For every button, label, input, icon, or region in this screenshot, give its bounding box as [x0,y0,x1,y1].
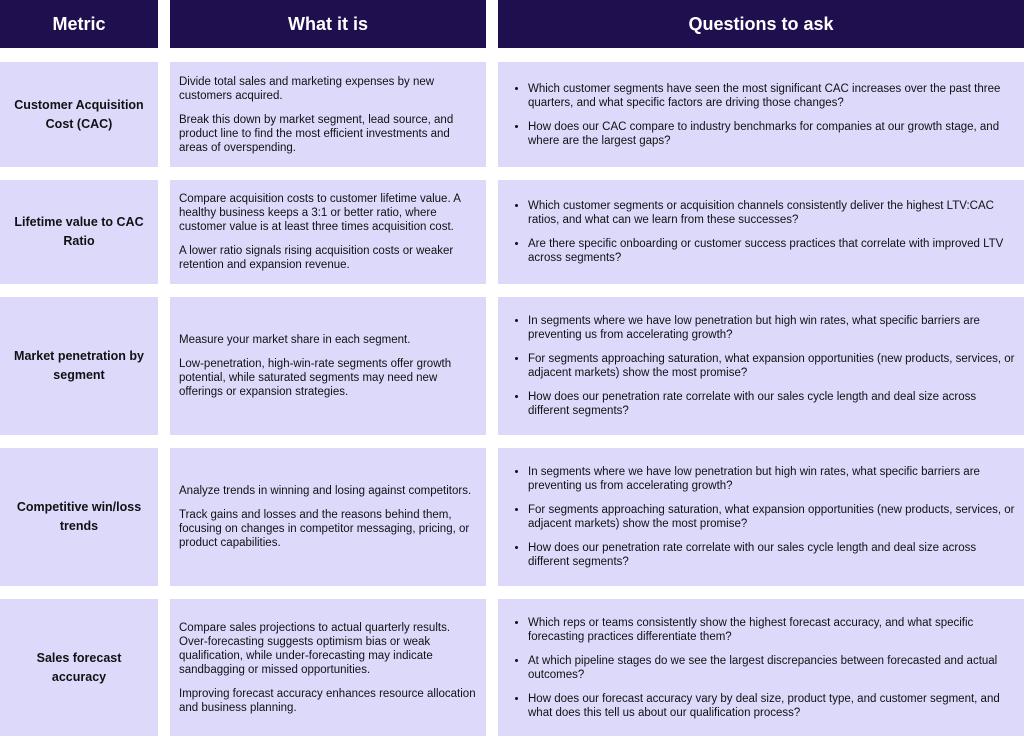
questions-cell [498,62,1024,167]
description-paragraph: Divide total sales and marketing expenses by new customers acquired. [179,75,435,102]
question-item: • How does our penetration rate correlate with our sales cycle length and deal size across different segments? [528,390,1016,418]
description-paragraph: Break this down by market segment, lead source, and product line to find the most efficient investments and areas of overspending. [179,113,454,154]
questions-list [512,314,1016,418]
questions-list [512,465,1016,569]
questions-list [512,82,1016,148]
metric-name-cell: Customer Acquisition Cost (CAC) [0,62,158,167]
metric-description-cell [170,599,486,736]
question-item: • How does our forecast accuracy vary by deal size, product type, and customer segment, and what does this tell us about our qualification process? [528,692,1016,720]
question-item: • Which customer segments have seen the most significant CAC increases over the past three quarters, and what specific factors are driving those changes? [528,82,1016,110]
question-item: • At which pipeline stages do we see the largest discrepancies between forecasted and actual outcomes? [528,654,1016,682]
question-item: • How does our CAC compare to industry benchmarks for companies at our growth stage, and where are the largest gaps? [528,120,1016,148]
metric-description-cell [170,180,486,284]
question-item: • For segments approaching saturation, what expansion opportunities (new products, services, or adjacent markets) show the most promise? [528,352,1016,380]
description-paragraph: Compare sales projections to actual quarterly results. Over-forecasting suggests optimism bias or weak qualification, while under-forecasting may indicate sandbagging or missed opportunities. [179,621,451,676]
header-questions: Questions to ask [498,0,1024,48]
question-item: • Which reps or teams consistently show the highest forecast accuracy, and what specific forecasting practices differentiate them? [528,616,1016,644]
metric-description-cell [170,297,486,435]
metric-description-cell [170,62,486,167]
header-what-it-is: What it is [170,0,486,48]
header-metric: Metric [0,0,158,48]
metric-name-cell: Competitive win/loss trends [0,448,158,586]
description-paragraph: Track gains and losses and the reasons behind them, focusing on changes in competitor messaging, pricing, or product capabilities. [179,509,470,549]
description-paragraph: Improving forecast accuracy enhances resource allocation and business planning. [179,687,476,714]
questions-list [512,199,1016,265]
questions-cell [498,448,1024,586]
questions-cell [498,297,1024,435]
questions-cell [498,180,1024,284]
metric-name-cell: Lifetime value to CAC Ratio [0,180,158,284]
question-item: • Which customer segments or acquisition channels consistently deliver the highest LTV:CAC ratios, and what can we learn from these successes? [528,199,1016,227]
description-paragraph: Low-penetration, high-win-rate segments offer growth potential, while saturated segments may need new offerings or expansion strategies. [179,358,452,398]
question-item: • Are there specific onboarding or customer success practices that correlate with improved LTV across segments? [528,237,1016,265]
description-paragraph: Analyze trends in winning and losing against competitors. [179,485,472,497]
description-paragraph: Measure your market share in each segment. [179,334,411,346]
description-paragraph: A lower ratio signals rising acquisition costs or weaker retention and expansion revenue. [179,245,454,271]
questions-list [512,616,1016,720]
questions-cell [498,599,1024,736]
question-item: • How does our penetration rate correlate with our sales cycle length and deal size across different segments? [528,541,1016,569]
metric-name-cell: Sales forecast accuracy [0,599,158,736]
description-paragraph: Compare acquisition costs to customer lifetime value. A healthy business keeps a 3:1 or better ratio, where customer value is at least three times acquisition cost. [179,193,461,233]
question-item: • For segments approaching saturation, what expansion opportunities (new products, services, or adjacent markets) show the most promise? [528,503,1016,531]
metric-name-cell: Market penetration by segment [0,297,158,435]
metric-description-cell [170,448,486,586]
question-item: • In segments where we have low penetration but high win rates, what specific barriers are preventing us from accelerating growth? [528,314,1016,342]
question-item: • In segments where we have low penetration but high win rates, what specific barriers are preventing us from accelerating growth? [528,465,1016,493]
